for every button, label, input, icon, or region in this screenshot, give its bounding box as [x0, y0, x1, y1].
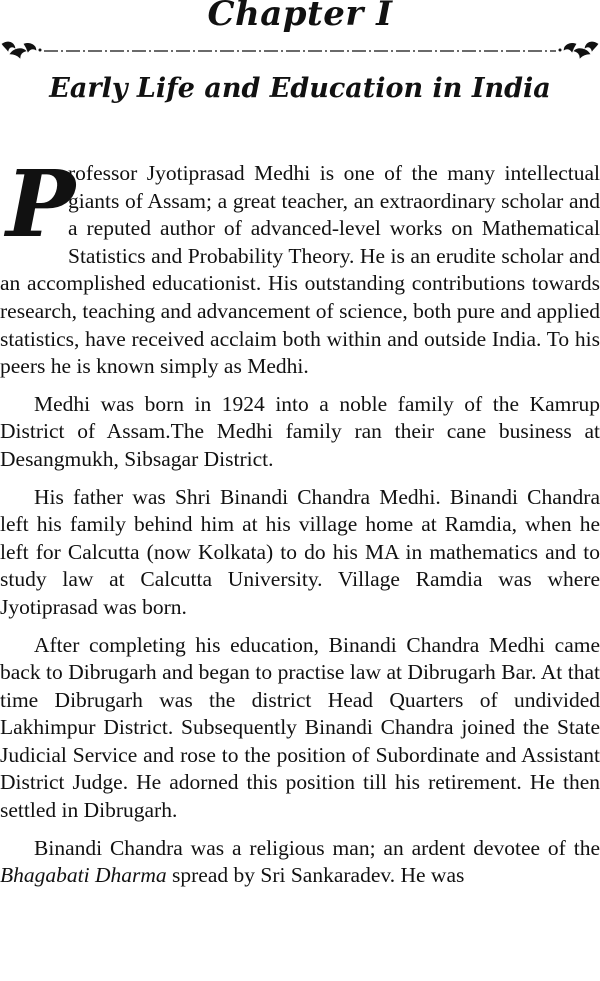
paragraph-1	[0, 150, 600, 381]
drop-cap-letter: P	[6, 150, 76, 258]
paragraph-5-italic-term: Bhagabati Dharma	[0, 863, 167, 888]
chapter-body	[0, 150, 600, 890]
paragraph-5	[0, 835, 600, 890]
section-title: Early Life and Education in India	[49, 73, 551, 104]
ornament-divider-graphic	[0, 38, 600, 64]
right-fleuron-icon	[559, 42, 599, 58]
paragraph-5-text-b: spread by Sri Sankaradev. He was	[166, 863, 465, 888]
paragraph-2: Medhi was born in 1924 into a noble family of the Kamrup District of Assam.The Medhi family ran their cane business at Desangmukh, Sibsagar District.	[0, 391, 600, 471]
left-fleuron-icon	[2, 42, 42, 58]
ornament-divider	[0, 38, 600, 64]
paragraph-1-text: rofessor Jyotiprasad Medhi is one of the many intellectual giants of Assam; a great teacher, an extraordinary scholar and a reputed author of advanced-level works on Mathematical Statistics and Probability Theory. He is an erudite scholar and an accomplished educationist. His outstanding contributions towards research, teaching and advancement of science, both pure and applied statistics, have received acclaim both within and outside India. To his peers he is known simply as Medhi.	[0, 161, 600, 379]
paragraph-4: After completing his education, Binandi Chandra Medhi came back to Dibrugarh and began to practise law at Dibrugarh Bar. At that time Dibrugarh was the district Head Quarters of undivided Lakhimpur District. Subsequently Binandi Chandra joined the State Judicial Service and rose to the position of Subordinate and Assistant District Judge. He adorned this position till his retirement. He then settled in Dibrugarh.	[0, 632, 600, 823]
chapter-title: Chapter I	[207, 0, 393, 34]
paragraph-3: His father was Shri Binandi Chandra Medhi. Binandi Chandra left his family behind him at his village home at Ramdia, when he left for Calcutta (now Kolkata) to do his MA in mathematics and to study law at Calcutta University. Village Ramdia was where Jyotiprasad was born.	[0, 484, 600, 619]
paragraph-5-text-a: Binandi Chandra was a religious man; an ardent devotee of the	[34, 835, 600, 860]
